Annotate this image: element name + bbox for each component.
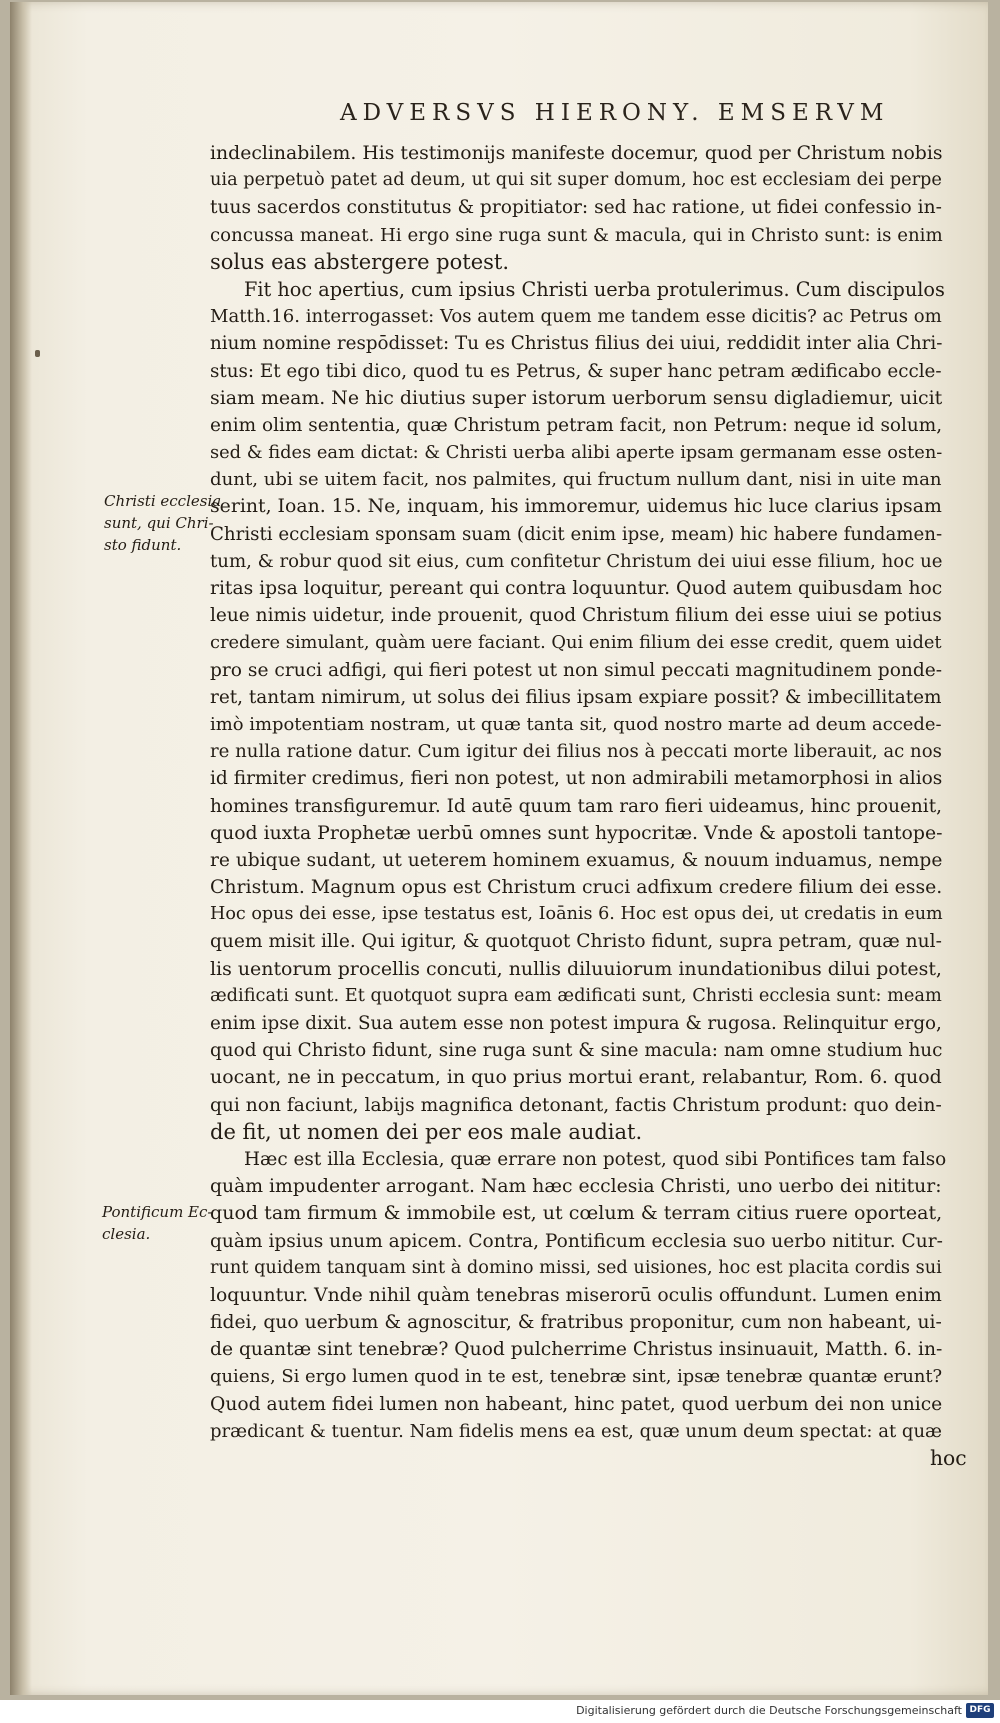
margin-note-line: Pontificum Ec- <box>102 1203 213 1221</box>
dfg-logo-icon: DFG <box>966 1703 994 1718</box>
margin-note-line: sto fidunt. <box>104 536 182 554</box>
text-line: de fit, ut nomen dei per eos male audiat. <box>210 1119 643 1144</box>
text-line: fidei, quo uerbum & agnoscitur, & fratribus proponitur, cum non habeant, ui- <box>210 1312 942 1334</box>
text-line: credere simulant, quàm uere faciant. Qui enim filium dei esse credit, quem uidet <box>210 632 942 654</box>
text-line: ædificati sunt. Et quotquot supra eam ædificati sunt, Christi ecclesia sunt: meam <box>210 985 942 1006</box>
text-line: Christum. Magnum opus est Christum cruci adfixum credere filium dei esse. <box>210 877 943 899</box>
text-line: tum, & robur quod sit eius, cum confitetur Christum dei uiui esse filium, hoc ue <box>210 550 943 572</box>
text-line: lis uentorum procellis concuti, nullis diluuiorum inundationibus dilui potest, <box>210 957 942 980</box>
paragraph-start-line: Fit hoc apertius, cum ipsius Christi uerba protulerimus. Cum discipulos <box>244 277 945 301</box>
text-line: quàm ipsius unum apicem. Contra, Pontificum ecclesia suo uerbo nititur. Cur- <box>210 1230 943 1252</box>
text-line: Matth.16. interrogasset: Vos autem quem me tandem esse dicitis? ac Petrus om <box>210 306 942 328</box>
paragraph-start-line: Hæc est illa Ecclesia, quæ errare non potest, quod sibi Pontifices tam falso <box>244 1148 947 1170</box>
text-line: quiens, Si ergo lumen quod in te est, tenebræ sint, ipsæ tenebræ quantæ erunt? <box>210 1366 943 1388</box>
margin-note-line: clesia. <box>102 1225 151 1243</box>
text-line: re nulla ratione datur. Cum igitur dei filius nos à peccati morte liberauit, ac nos <box>210 741 942 763</box>
text-line: siam meam. Ne hic diutius super istorum uerborum sensu digladiemur, uicit <box>210 386 943 409</box>
text-line: loquuntur. Vnde nihil quàm tenebras miserorū oculis offundunt. Lumen enim <box>210 1284 942 1306</box>
page-gutter <box>10 2 32 1695</box>
margin-note-christi-ecclesia <box>104 490 221 556</box>
text-line: quem misit ille. Qui igitur, & quotquot Christo fidunt, supra petram, quæ nul- <box>210 931 942 953</box>
text-line: re ubique sudant, ut ueterem hominem exuamus, & nouum induamus, nempe <box>210 849 943 871</box>
text-line: indeclinabilem. His testimonijs manifeste docemur, quod per Christum nobis <box>210 143 943 164</box>
text-line: runt quidem tanquam sint à domino missi, sed uisiones, hoc est placita cordis sui <box>210 1257 942 1278</box>
text-line: imò impotentiam nostram, ut quæ tanta sit, quod nostro marte ad deum accede- <box>210 713 942 735</box>
text-line: nium nomine respōdisset: Tu es Christus filius dei uiui, reddidit inter alia Chri- <box>210 333 943 355</box>
text-line: id firmiter credimus, fieri non potest, ut non admirabili metamorphosi in alios <box>210 768 943 790</box>
text-line: stus: Et ego tibi dico, quod tu es Petrus, & super hanc petram ædificabo eccle- <box>210 360 942 382</box>
text-line: Hoc opus dei esse, ipse testatus est, Ioānis 6. Hoc est opus dei, ut credatis in eum <box>210 904 943 925</box>
text-line: de quantæ sint tenebræ? Quod pulcherrime Christus insinuauit, Matth. 6. in- <box>210 1339 943 1361</box>
text-line: concussa maneat. Hi ergo sine ruga sunt & macula, qui in Christo sunt: is enim <box>210 224 943 246</box>
text-line: ret, tantam nimirum, ut solus dei filius ipsam expiare possit? & imbecillitatem <box>210 686 942 708</box>
text-line: uocant, ne in peccatum, in quo prius mortui erant, relabantur, Rom. 6. quod <box>210 1066 942 1089</box>
text-line: pro se cruci adfigi, qui fieri potest ut non simul peccati magnitudinem ponde- <box>210 659 943 681</box>
margin-note-line: sunt, qui Chri- <box>104 514 214 532</box>
text-line: homines transfiguremur. Id autē quum tam raro fieri uideamus, hinc prouenit, <box>210 795 942 817</box>
margin-mark <box>35 350 40 357</box>
margin-note-pontificum-ecclesia <box>102 1201 212 1245</box>
text-line: leue nimis uidetur, inde prouenit, quod Christum filium dei esse uiui se potius <box>210 605 942 627</box>
footer-bar <box>0 1700 1000 1723</box>
body-text <box>210 140 967 1472</box>
text-line: prædicant & tuentur. Nam fidelis mens ea est, quæ unum deum spectat: at quæ <box>210 1420 942 1442</box>
text-line: solus eas abstergere potest. <box>210 249 510 274</box>
text-line: uia perpetuò patet ad deum, ut qui sit super domum, hoc est ecclesiam dei perpe <box>210 170 942 191</box>
text-line: quàm impudenter arrogant. Nam hæc ecclesia Christi, uno uerbo dei nititur: <box>210 1176 942 1198</box>
margin-note-line: Christi ecclesia <box>104 492 222 510</box>
text-line: Christi ecclesiam sponsam suam (dicit enim ipse, meam) hic habere fundamen- <box>210 523 943 545</box>
text-line: dunt, ubi se uitem facit, nos palmites, qui fructum nullum dant, nisi in uite man <box>210 469 942 491</box>
text-line: serint, Ioan. 15. Ne, inquam, his immoremur, uidemus hic luce clarius ipsam <box>210 496 942 518</box>
footer-credit: Digitalisierung gefördert durch die Deutsche Forschungsgemeinschaft <box>576 1704 962 1717</box>
text-line: enim ipse dixit. Sua autem esse non potest impura & rugosa. Relinquitur ergo, <box>210 1013 942 1034</box>
text-line: tuus sacerdos constitutus & propitiator: sed hac ratione, ut fidei confessio in- <box>210 197 942 219</box>
text-line: quod qui Christo fidunt, sine ruga sunt & sine macula: nam omne studium huc <box>210 1040 943 1062</box>
text-line: quod iuxta Prophetæ uerbū omnes sunt hypocritæ. Vnde & apostoli tantope- <box>210 822 943 844</box>
text-line: enim olim sententia, quæ Christum petram facit, non Petrum: neque id solum, <box>210 414 943 436</box>
catchword: hoc <box>930 1446 967 1470</box>
running-head: ADVERSVS HIERONY. EMSERVM <box>340 100 890 126</box>
text-line: ritas ipsa loquitur, pereant qui contra loquuntur. Quod autem quibusdam hoc <box>210 578 943 599</box>
text-line: quod tam firmum & immobile est, ut cœlum & terram citius ruere oporteat, <box>210 1202 943 1225</box>
text-line: Quod autem fidei lumen non habeant, hinc patet, quod uerbum dei non unice <box>210 1393 943 1415</box>
text-line: sed & fides eam dictat: & Christi uerba alibi aperte ipsam germanam esse osten- <box>210 442 943 464</box>
text-line: qui non faciunt, labijs magnifica detonant, factis Christum produnt: quo dein- <box>210 1094 942 1116</box>
